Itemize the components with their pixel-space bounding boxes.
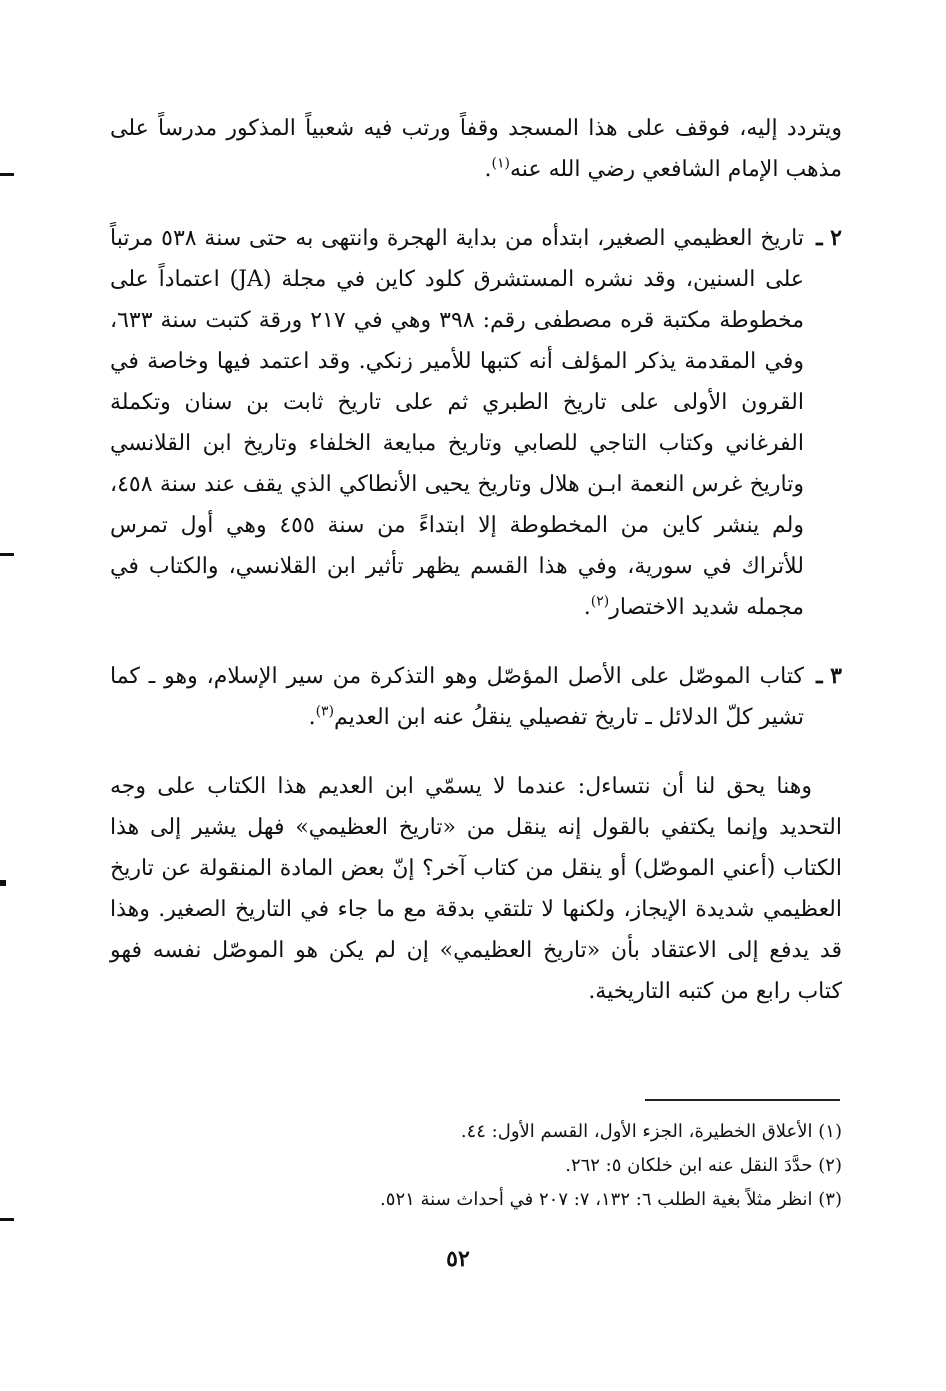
item-end: . (308, 705, 316, 730)
footnote-ref-3[interactable]: (٣) (315, 703, 335, 720)
item-text: تاريخ العظيمي الصغير، ابتدأه من بداية الهجرة وانتهى به حتى سنة ٥٣٨ مرتباً على السنين، وقد نشره المستشرق كلود كاين في مجلة (JA) اعتماداً على مخطوطة مكتبة قره مصطفى رقم: ٣٩٨ وهي في ٢١٧ ورقة كتبت سنة ٦٣٣، وفي المقدمة يذكر المؤلف أنه كتبها للأمير زنكي. وقد اعتمد فيها وخاصة في القرون الأولى على تاريخ الطبري ثم على تاريخ ثابت بن سنان وتكملة الفرغاني وكتاب التاجي للصابي وتاريخ مبايعة الخلفاء وتاريخ ابن القلانسي وتاريخ غرس النعمة ابـن هلال وتاريخ يحيى الأنطاكي الذي يقف عند سنة ٤٥٨، ولم ينشر كاين من المخطوطة إلا ابتداءً من سنة ٤٥٥ وهي أول تمرس للأتراك في سورية، وفي هذا القسم يظهر تأثير ابن القلانسي، والكتاب في مجمله شديد الاختصار (110, 226, 804, 620)
footnote-2: (٢) حدَّدَ النقل عنه ابن خلكان ٥: ٢٦٢. (565, 1155, 842, 1176)
item-text: كتاب الموصّل على الأصل المؤصّل وهو التذكرة من سير الإسلام، وهو ـ كما تشير كلّ الدلائل ـ تاريخ تفصيلي ينقلُ عنه ابن العديم (110, 664, 804, 730)
item-number: ٢ ـ (816, 225, 842, 251)
scan-edge-mark (0, 553, 14, 556)
footnote-divider (645, 1099, 840, 1101)
footnotes (120, 1115, 842, 1217)
paragraph-continuation (110, 108, 842, 190)
footnote-1: (١) الأعلاق الخطيرة، الجزء الأول، القسم الأول: ٤٤. (460, 1121, 842, 1142)
scan-edge-mark (0, 880, 6, 886)
paragraph-discussion: وهنا يحق لنا أن نتساءل: عندما لا يسمّي ابن العديم هذا الكتاب على وجه التحديد وإنما يكتفي بالقول إنه ينقل من «تاريخ العظيمي» فهل يشير إلى هذا الكتاب (أعني الموصّل) أو ينقل من كتاب آخر؟ إنّ بعض المادة المنقولة عن تاريخ العظيمي شديدة الإيجاز، ولكنها لا تلتقي بدقة مع ما جاء في التاريخ الصغير. وهذا قد يدفع إلى الاعتقاد بأن «تاريخ العظيمي» إن لم يكن هو الموصّل نفسه فهو كتاب رابع من كتبه التاريخية. (110, 774, 842, 1004)
paragraph-text: ويتردد إليه، فوقف على هذا المسجد وقفاً ورتب فيه شعبياً المذكور مدرساً على مذهب الإمام الشافعي رضي الله عنه (110, 116, 842, 182)
page-body (110, 108, 842, 1040)
page-number: ٥٢ (446, 1246, 470, 1272)
numbered-item-3 (110, 656, 842, 738)
scan-edge-mark (0, 1218, 14, 1221)
item-end: . (583, 595, 591, 620)
item-number: ٣ ـ (816, 663, 842, 689)
footnote-3: (٣) انظر مثلاً بغية الطلب ٦: ١٣٢، ٧: ٢٠٧ في أحداث سنة ٥٢١. (380, 1189, 842, 1210)
paragraph-end: . (484, 157, 492, 182)
numbered-item-2 (110, 218, 842, 628)
scan-edge-mark (0, 173, 14, 176)
footnote-ref-1[interactable]: (١) (491, 155, 511, 172)
footnote-ref-2[interactable]: (٢) (590, 593, 610, 610)
